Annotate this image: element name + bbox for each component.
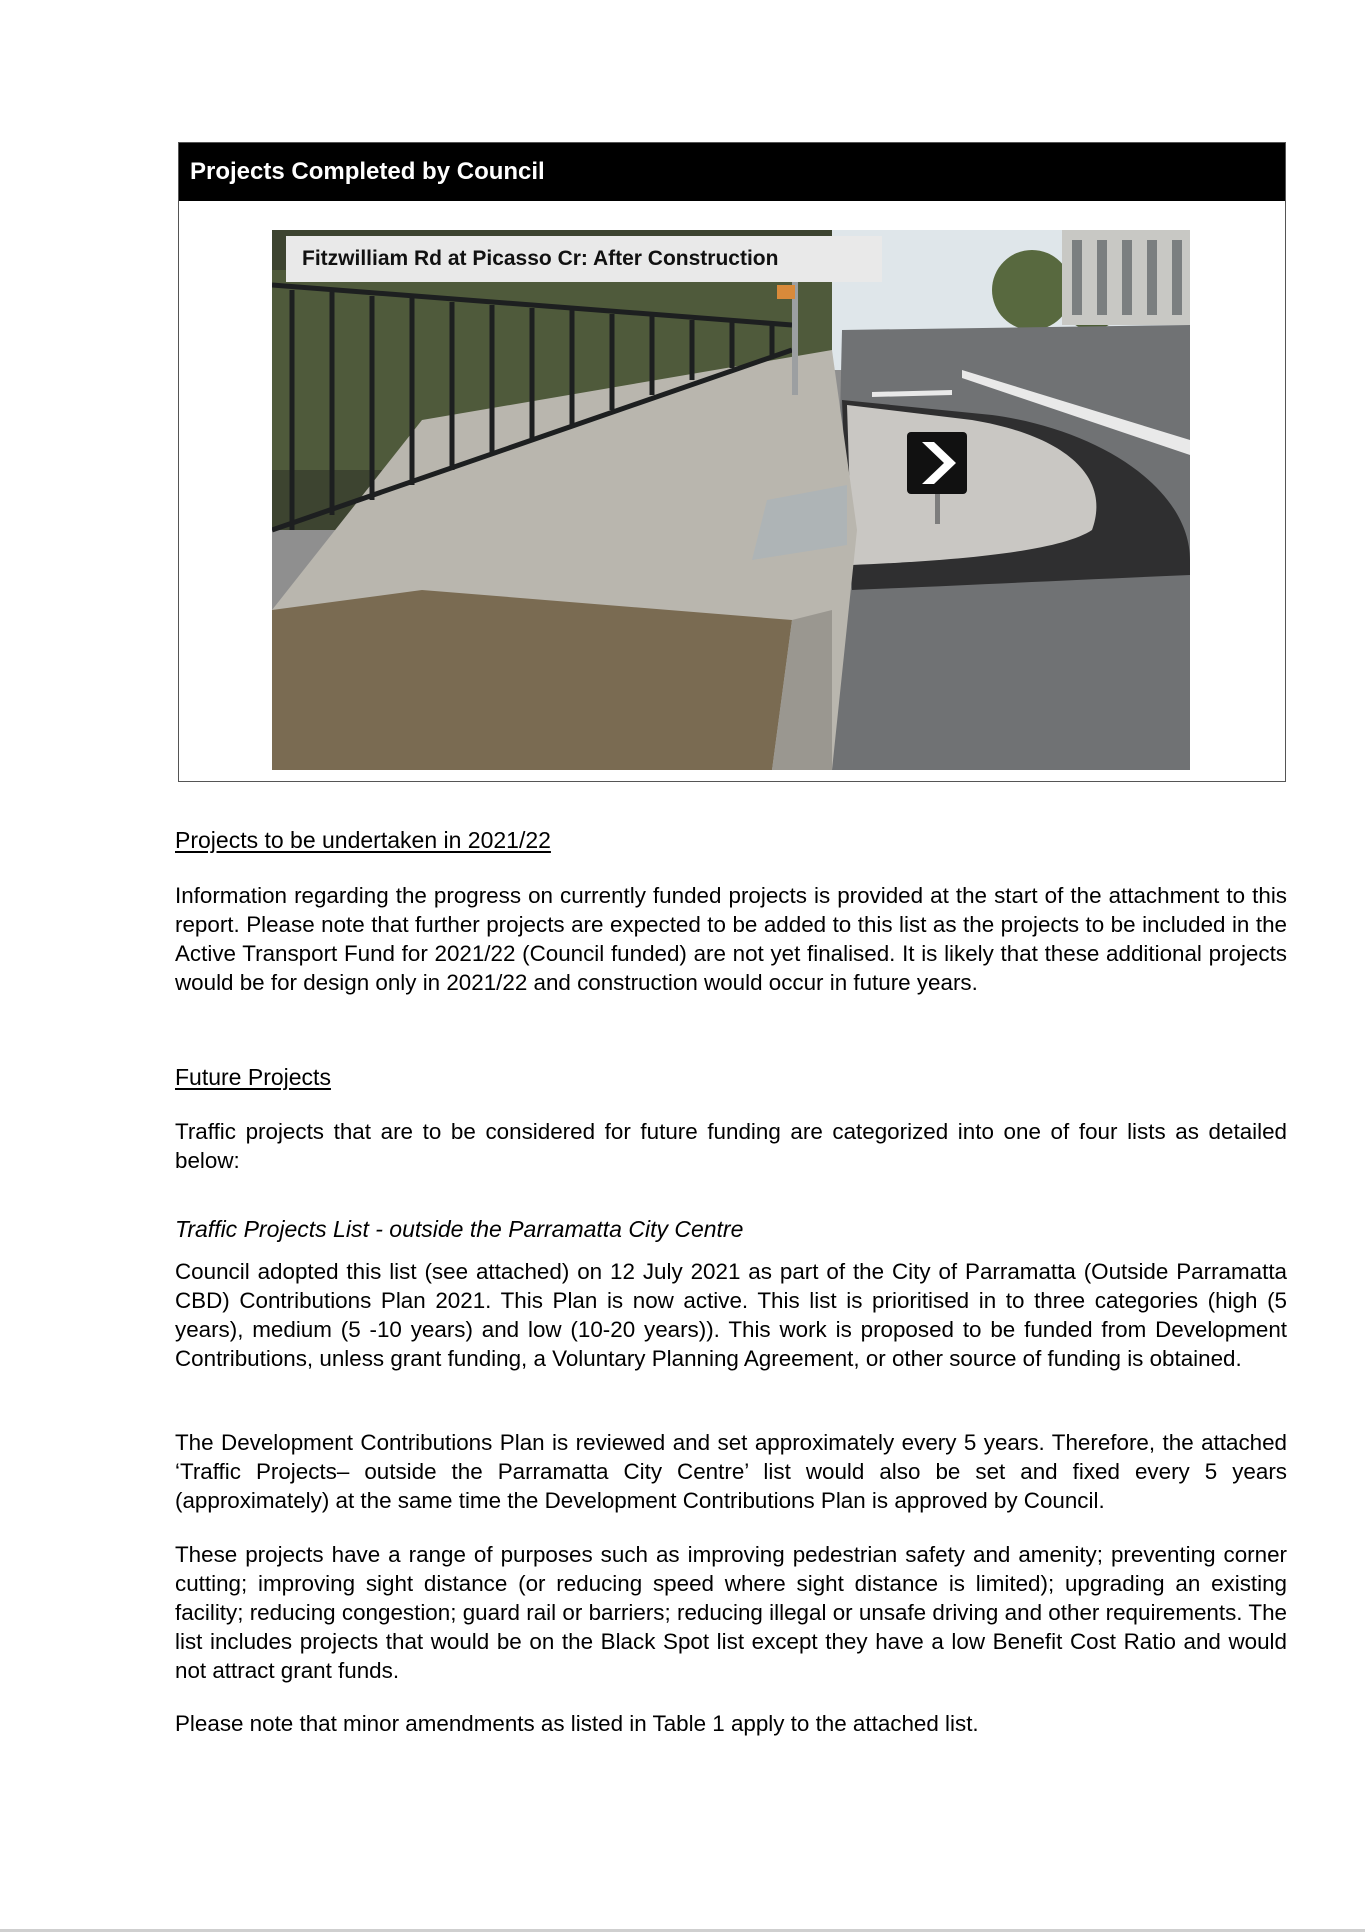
panel-title: Projects Completed by Council xyxy=(179,143,1285,201)
future-paragraph-1: Council adopted this list (see attached) on 12 July 2021 as part of the City of Parramatta (Outside Parramatta CBD) Contributions Plan 2021. This Plan is now active. This list is prioritised in to three categories (high (5 years), medium (5 -10 years) and low (10-20 years)). This work is proposed to be funded from Development Contributions, unless grant funding, a Voluntary Planning Agreement, or other source of funding is obtained. xyxy=(175,1259,1287,1371)
future-paragraph-2: The Development Contributions Plan is reviewed and set approximately every 5 years. Therefore, the attached ‘Traffic Projects– outside the Parramatta City Centre’ list would also be set and fixed every 5 years (approximately) at the same time the Development Contributions Plan is approved by Council. xyxy=(175,1430,1287,1513)
completed-projects-panel xyxy=(178,142,1286,782)
project-photo xyxy=(272,230,1190,770)
section-heading-2021-22: Projects to be undertaken in 2021/22 xyxy=(175,827,551,853)
photo-caption: Fitzwilliam Rd at Picasso Cr: After Construction xyxy=(286,236,882,282)
section-heading-future-projects: Future Projects xyxy=(175,1064,331,1090)
section-2021-22-paragraph: Information regarding the progress on currently funded projects is provided at the start of the attachment to this report. Please note that further projects are expected to be added to this list as the projects to be included in the Active Transport Fund for 2021/22 (Council funded) are not yet finalised. It is likely that these additional projects would be for design only in 2021/22 and construction would occur in future years. xyxy=(175,883,1287,995)
traffic-projects-list-heading: Traffic Projects List - outside the Parramatta City Centre xyxy=(175,1216,744,1242)
future-paragraph-3: These projects have a range of purposes such as improving pedestrian safety and amenity; preventing corner cutting; improving sight distance (or reducing speed where sight distance is limited); upgrading an existing facility; reducing congestion; guard rail or barriers; reducing illegal or unsafe driving and other requirements. The list includes projects that would be on the Black Spot list except they have a low Benefit Cost Ratio and would not attract grant funds. xyxy=(175,1542,1287,1683)
future-paragraph-4: Please note that minor amendments as listed in Table 1 apply to the attached list. xyxy=(175,1711,979,1736)
future-projects-intro: Traffic projects that are to be considered for future funding are categorized into one of four lists as detailed below: xyxy=(175,1119,1287,1173)
